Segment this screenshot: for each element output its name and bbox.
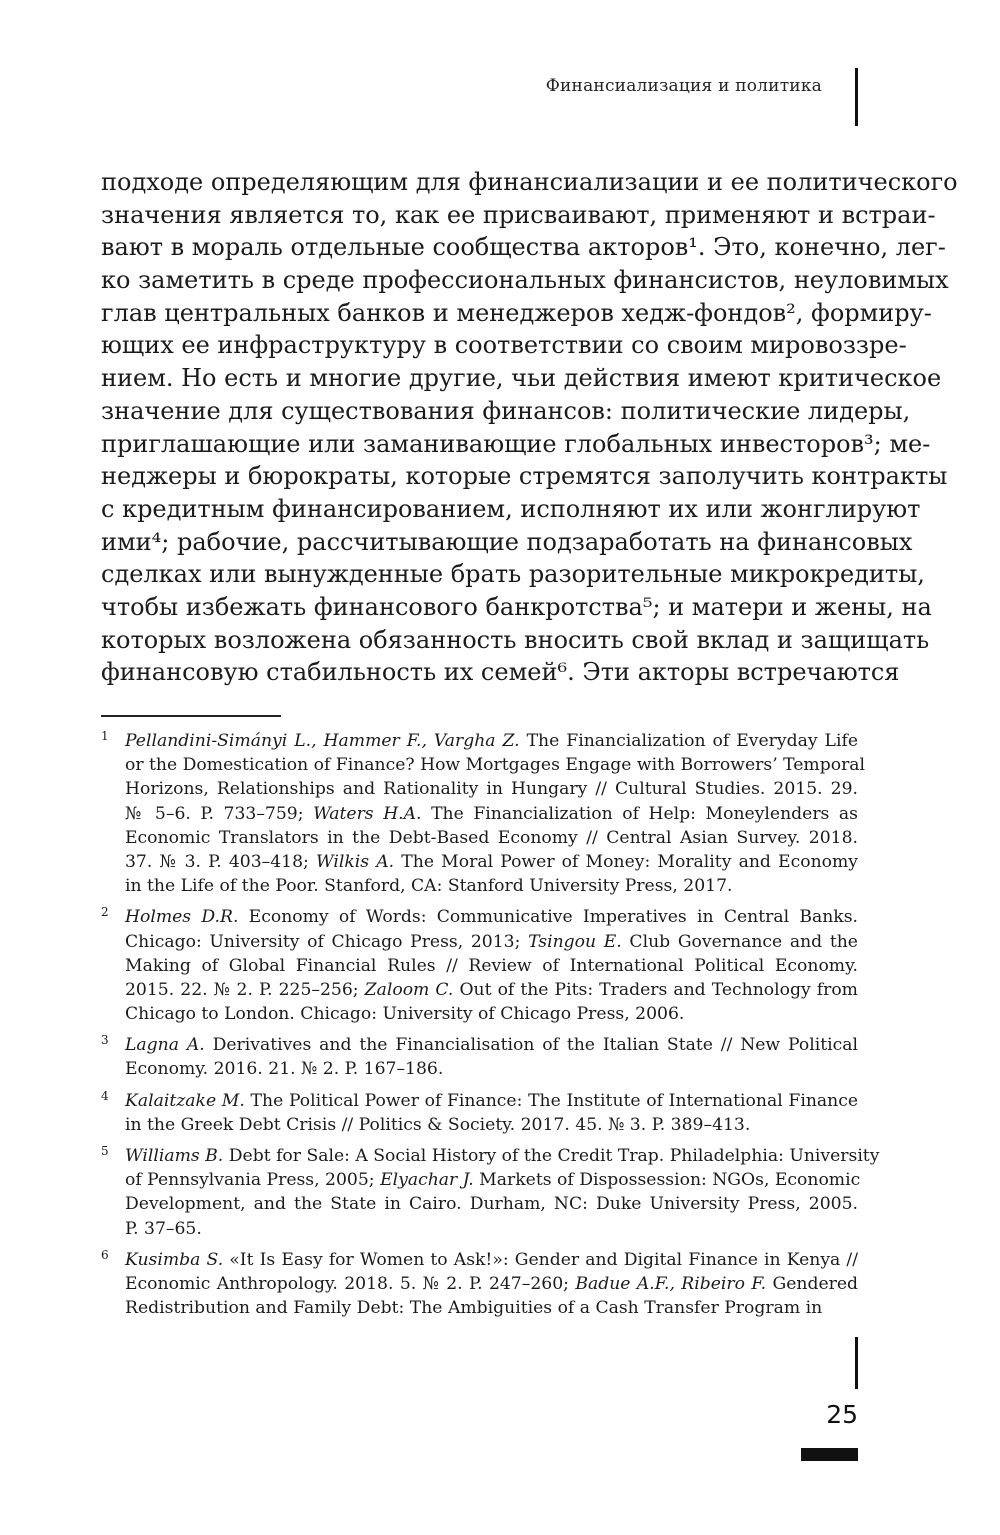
footnotes-section [101,729,880,1327]
citation-author: Kalaitzake M. [125,1090,245,1111]
citation-author: Wilkis A. [316,851,395,872]
citation-author: Pellandini-Simányi L., Hammer F., Vargha Z. [125,731,520,751]
citation-text: Economy. 2016. 21. № 2. P. 167–186. [125,1059,444,1080]
footnote-line [125,874,858,898]
body-line: глав центральных банков и менеджеров хедж-фондов², формиру- [101,298,932,327]
footnote-number: 1 [101,729,109,743]
footnote-line [125,826,858,850]
body-line: ко заметить в среде профессиональных финансистов, неуловимых [101,266,949,295]
footnote-line [125,1144,880,1168]
citation-author: Holmes D.R. [125,907,239,928]
footer-vertical-rule [855,1337,858,1389]
footnote-line [125,1113,858,1137]
citation-text: in the Life of the Poor. Stanford, CA: Stanford University Press, 2017. [125,876,733,897]
citation-text: Gendered [766,1273,859,1294]
main-text [101,166,958,689]
footnote-line [125,1248,858,1272]
citation-text: Derivatives and the Financialisation of the Italian State // New Political [204,1035,858,1056]
footnote-line [125,930,858,954]
footnote-line [125,1089,858,1113]
footnote-line [125,1033,858,1057]
citation-text: № 5–6. P. 733–759; [125,803,314,824]
body-line: которых возложена обязанность вносить свой вклад и защищать [101,625,930,654]
citation-text: The Financialization of Help: Moneylenders as [421,803,858,824]
footnote-line [125,978,858,1002]
footnote-6 [101,1248,858,1321]
citation-text: The Political Power of Finance: The Institute of International Finance [244,1090,858,1111]
footnote-number: 3 [101,1033,109,1048]
header-vertical-rule [855,68,858,126]
citation-text: P. 37–65. [125,1218,202,1239]
footnote-line [125,1192,858,1216]
citation-author: Kusimba S. [125,1249,224,1270]
footnote-line [125,1002,858,1026]
body-line: финансовую стабильность их семей⁶. Эти акторы встречаются [101,658,900,687]
citation-text: Redistribution and Family Debt: The Ambiguities of a Cash Transfer Program in [125,1298,823,1319]
footnote-number: 6 [101,1247,109,1262]
citation-text: «It Is Easy for Women to Ask!»: Gender and Digital Finance in Kenya // [223,1249,858,1270]
citation-text: Economy of Words: Communicative Imperatives in Central Banks. [238,907,858,928]
body-line: с кредитным финансированием, исполняют их или жонглируют [101,494,921,523]
body-line: неджеры и бюрократы, которые стремятся заполучить контракты [101,462,948,491]
body-line: приглашающие или заманивающие глобальных инвесторов³; ме- [101,429,931,458]
footnote-line [125,905,858,929]
citation-text: Chicago to London. Chicago: University of Chicago Press, 2006. [125,1004,685,1025]
citation-author: Badue A.F., Ribeiro F. [575,1273,767,1294]
footnote-line [125,1217,858,1241]
footnote-line [125,802,858,826]
citation-text: Economic Anthropology. 2018. 5. № 2. P. 247–260; [125,1273,576,1294]
footnote-line [125,729,858,753]
footnote-number: 2 [101,905,109,920]
footnote-number: 4 [101,1088,109,1103]
citation-text: in the Greek Debt Crisis // Politics & Society. 2017. 45. № 3. P. 389–413. [125,1114,751,1135]
body-line: ими⁴; рабочие, рассчитывающие подзаработать на финансовых [101,527,913,556]
body-line: подходе определяющим для финансиализации и ее политического [101,168,958,196]
page-number: 25 [826,1400,858,1429]
citation-author: Williams B. [125,1146,224,1166]
citation-text: Economic Translators in the Debt-Based Economy // Central Asian Survey. 2018. [125,827,858,848]
citation-author: Elyachar J. [380,1170,474,1191]
body-line: нием. Но есть и многие другие, чьи действия имеют критическое [101,364,942,393]
citation-author: Lagna A. [125,1035,205,1056]
body-line: сделках или вынужденные брать разорительные микрокредиты, [101,560,925,589]
citation-text: Markets of Dispossession: NGOs, Economic [473,1170,861,1191]
footnote-line [125,954,858,978]
body-line: значения является то, как ее присваивают, применяют и встраи- [101,200,936,229]
citation-text: Making of Global Financial Rules // Review of International Political Economy. [125,955,858,976]
citation-text: Club Governance and the [621,931,858,952]
citation-text: The Moral Power of Money: Morality and Economy [394,851,858,872]
footnote-line [125,850,858,874]
citation-text: or the Domestication of Finance? How Mortgages Engage with Borrowers’ Temporal [125,755,866,776]
citation-text: Chicago: University of Chicago Press, 2013; [125,931,529,952]
citation-author: Zaloom C. [364,979,454,1000]
footnote-4 [101,1089,858,1137]
footnote-line [125,777,858,801]
footnote-5 [101,1144,880,1241]
citation-text: Development, and the State in Cairo. Durham, NC: Duke University Press, 2005. [125,1194,858,1215]
footnote-line [125,1057,858,1081]
citation-author: Waters H.A. [313,803,422,824]
footnote-line [125,1272,858,1296]
body-line: ющих ее инфраструктуру в соответствии со своим мировоззре- [101,331,907,360]
citation-text: 37. № 3. P. 403–418; [125,851,317,872]
citation-text: The Financialization of Everyday Life [519,731,858,751]
citation-text: Horizons, Relationships and Rationality in Hungary // Cultural Studies. 2015. 29. [125,779,858,800]
citation-text: Out of the Pits: Traders and Technology from [453,979,858,1000]
footnote-number: 5 [101,1144,109,1158]
page-number-bar [801,1448,858,1461]
running-head-title: Финансиализация и политика [545,76,822,96]
citation-author: Tsingou E. [528,931,622,952]
footnote-line [125,1168,861,1192]
body-line: чтобы избежать финансового банкротства⁵; и матери и жены, на [101,592,932,621]
body-line: вают в мораль отдельные сообщества акторов¹. Это, конечно, лег- [101,233,946,262]
footnote-line [125,753,866,777]
footnote-3 [101,1033,858,1081]
footnote-line [125,1296,858,1320]
footnote-2 [101,905,858,1026]
footnote-separator [101,715,281,717]
citation-text: Debt for Sale: A Social History of the Credit Trap. Philadelphia: University [223,1146,880,1166]
citation-text: of Pennsylvania Press, 2005; [125,1170,381,1191]
body-line: значение для существования финансов: политические лидеры, [101,396,911,425]
citation-text: 2015. 22. № 2. P. 225–256; [125,979,365,1000]
footnote-1 [101,729,866,898]
